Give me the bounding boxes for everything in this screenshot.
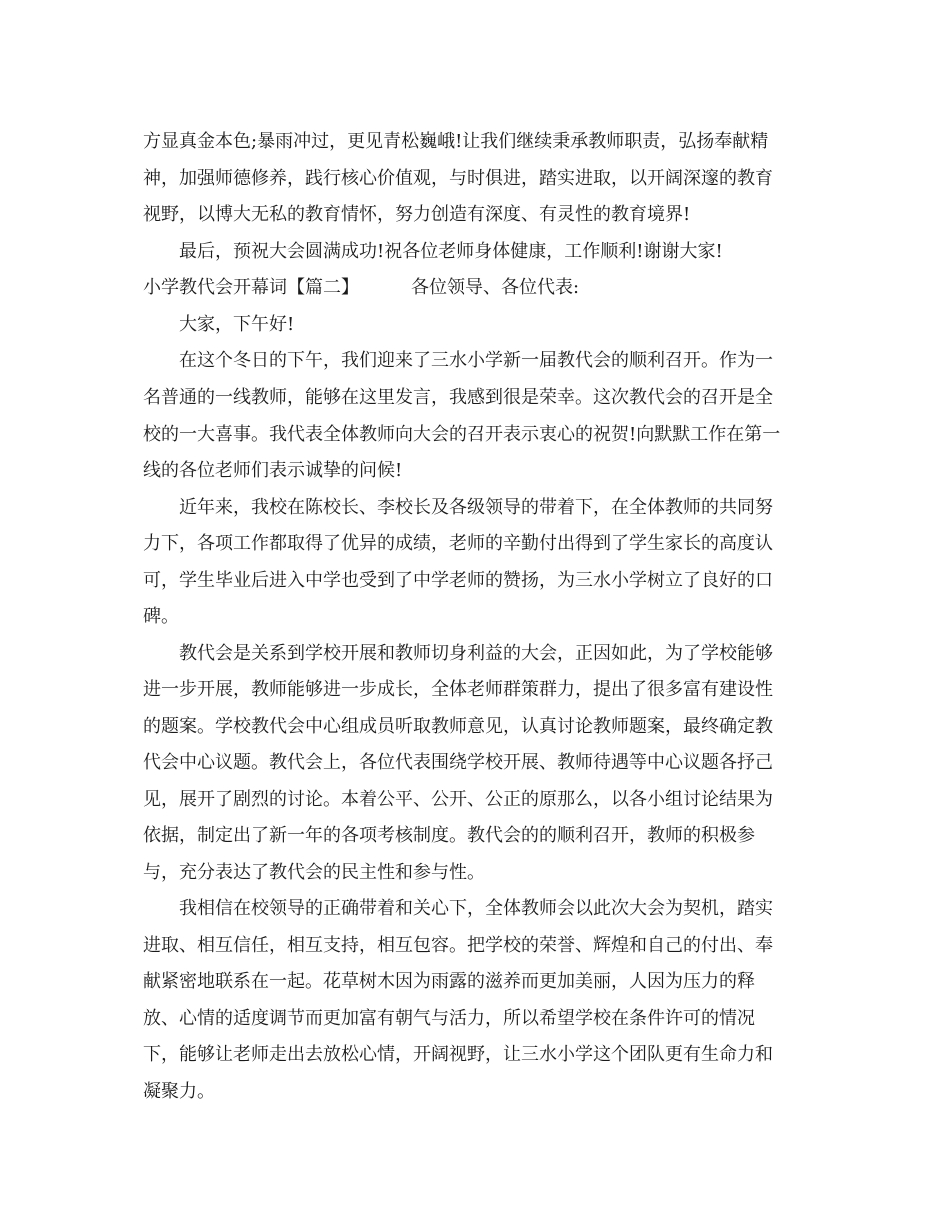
paragraph-line: 视野，以博大无私的教育情怀，努力创造有深度、有灵性的教育境界! xyxy=(143,204,691,225)
paragraph-line: 与，充分表达了教代会的民主性和参与性。 xyxy=(143,862,485,883)
paragraph-line: 名普通的一线教师，能够在这里发言，我感到很是荣幸。这次教代会的召开是全 xyxy=(143,387,773,408)
paragraph-line: 凝聚力。 xyxy=(143,1081,215,1102)
paragraph-line: 我相信在校领导的正确带着和关心下，全体教师会以此次大会为契机，踏实 xyxy=(179,898,773,919)
paragraph-line: 可，学生毕业后进入中学也受到了中学老师的赞扬，为三水小学树立了良好的口 xyxy=(143,570,773,591)
paragraph-line: 碑。 xyxy=(143,606,179,627)
salutation: 各位领导、各位代表: xyxy=(411,277,580,298)
paragraph-line: 力下，各项工作都取得了优异的成绩，老师的辛勤付出得到了学生家长的高度认 xyxy=(143,533,773,554)
paragraph-line: 献紧密地联系在一起。花草树木因为雨露的滋养而更加美丽，人因为压力的释 xyxy=(143,971,755,992)
paragraph-line: 线的各位老师们表示诚挚的问候! xyxy=(143,460,403,481)
paragraph-line: 放、心情的适度调节而更加富有朝气与活力，所以希望学校在条件许可的情况 xyxy=(143,1008,755,1029)
greeting: 大家，下午好! xyxy=(179,314,295,335)
paragraph-line: 下，能够让老师走出去放松心情，开阔视野，让三水小学这个团队更有生命力和 xyxy=(143,1044,773,1065)
paragraph-line: 依据，制定出了新一年的各项考核制度。教代会的的顺利召开，教师的积极参 xyxy=(143,825,755,846)
section-title: 小学教代会开幕词【篇二】 xyxy=(143,277,359,298)
paragraph-line: 方显真金本色;暴雨冲过，更见青松巍峨!让我们继续秉承教师职责，弘扬奉献精 xyxy=(143,131,769,152)
paragraph-line: 进一步开展，教师能够进一步成长，全体老师群策群力，提出了很多富有建设性 xyxy=(143,679,773,700)
paragraph-line: 最后，预祝大会圆满成功!祝各位老师身体健康，工作顺利!谢谢大家! xyxy=(179,241,723,262)
paragraph-line: 在这个冬日的下午，我们迎来了三水小学新一届教代会的顺利召开。作为一 xyxy=(179,350,773,371)
paragraph-line: 校的一大喜事。我代表全体教师向大会的召开表示衷心的祝贺!向默默工作在第一 xyxy=(143,424,781,445)
paragraph-line: 进取、相互信任，相互支持，相互包容。把学校的荣誉、辉煌和自己的付出、奉 xyxy=(143,935,773,956)
paragraph-line: 神，加强师德修养，践行核心价值观，与时俱进，踏实进取，以开阔深邃的教育 xyxy=(143,168,773,189)
paragraph-line: 代会中心议题。教代会上，各位代表围绕学校开展、教师待遇等中心议题各抒己 xyxy=(143,752,773,773)
paragraph-line: 教代会是关系到学校开展和教师切身利益的大会，正因如此，为了学校能够 xyxy=(179,643,773,664)
paragraph-line: 见，展开了剧烈的讨论。本着公平、公开、公正的原那么，以各小组讨论结果为 xyxy=(143,789,773,810)
paragraph-line: 近年来，我校在陈校长、李校长及各级领导的带着下，在全体教师的共同努 xyxy=(179,497,773,518)
section-heading-line xyxy=(143,273,579,303)
paragraph-line: 的题案。学校教代会中心组成员听取教师意见，认真讨论教师题案，最终确定教 xyxy=(143,716,773,737)
